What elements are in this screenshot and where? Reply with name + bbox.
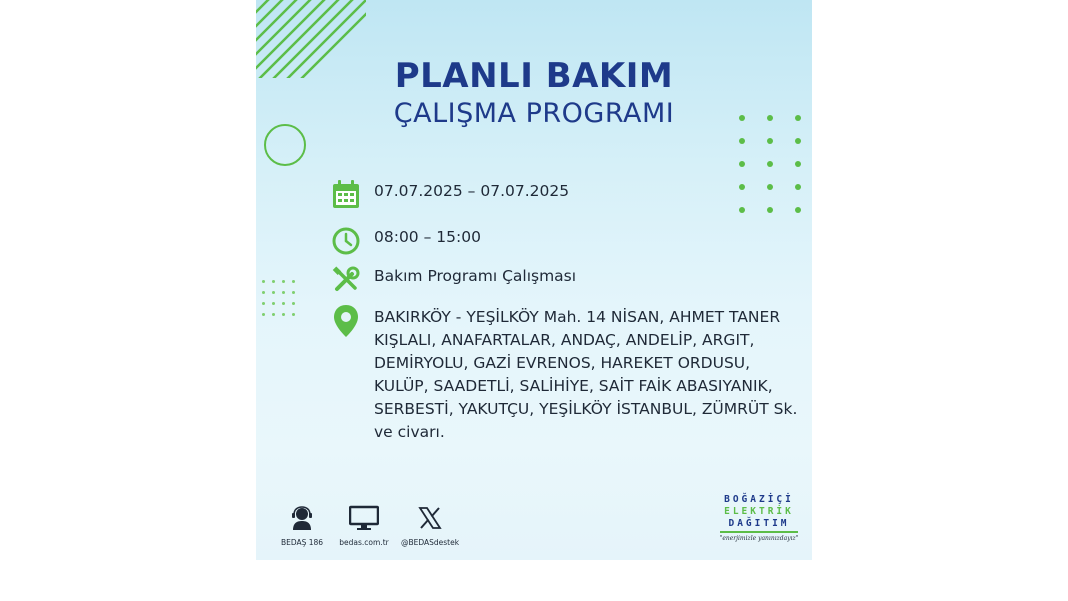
monitor-icon (349, 505, 379, 531)
announcement-poster (256, 0, 812, 560)
logo-bar (720, 531, 798, 533)
company-logo (716, 494, 802, 542)
date-row (332, 180, 569, 210)
footer-social (390, 502, 470, 547)
clock-icon (332, 226, 360, 256)
website-label: bedas.com.tr (339, 538, 389, 547)
work-type: Bakım Programı Çalışması (374, 267, 577, 285)
location-row (332, 306, 798, 444)
time-row (332, 226, 481, 256)
call-center-icon (289, 505, 315, 531)
work-type-row (332, 265, 576, 295)
time-range: 08:00 – 15:00 (374, 228, 481, 246)
decorative-dot-grid (739, 115, 801, 213)
tools-icon (332, 265, 360, 295)
logo-slogan: "enerjimizle yanınızdayız" (719, 535, 799, 542)
poster-title: PLANLI BAKIM (394, 56, 674, 96)
social-label: @BEDASdestek (400, 538, 460, 547)
calendar-icon (332, 180, 360, 210)
poster-subtitle: ÇALIŞMA PROGRAMI (393, 98, 675, 129)
date-range: 07.07.2025 – 07.07.2025 (374, 182, 570, 200)
map-pin-icon (332, 306, 360, 336)
location-list: BAKIRKÖY - YEŞİLKÖY Mah. 14 NİSAN, AHMET TANER KIŞLALI, ANAFARTALAR, ANDAÇ, ANDELİP, ARGIT, DEMİRYOLU, GAZİ EVRENOS, HAREKET ORDUSU, KULÜP, SAADETLİ, SALİHİYE, SAİT FAİK ABASIYANIK, SERBESTİ, YAKUTÇU, YEŞİLKÖY İSTANBUL, ZÜMRÜT Sk. ve civarı. (374, 308, 798, 441)
logo-line-3: DAĞITIM (728, 518, 790, 529)
x-logo-icon (418, 506, 442, 530)
decorative-small-dot-grid (262, 280, 295, 316)
logo-line-1: BOĞAZİÇİ (724, 494, 794, 505)
phone-label: BEDAŞ 186 (280, 538, 324, 547)
decorative-ring (264, 124, 306, 166)
logo-line-2: ELEKTRİK (724, 506, 794, 517)
